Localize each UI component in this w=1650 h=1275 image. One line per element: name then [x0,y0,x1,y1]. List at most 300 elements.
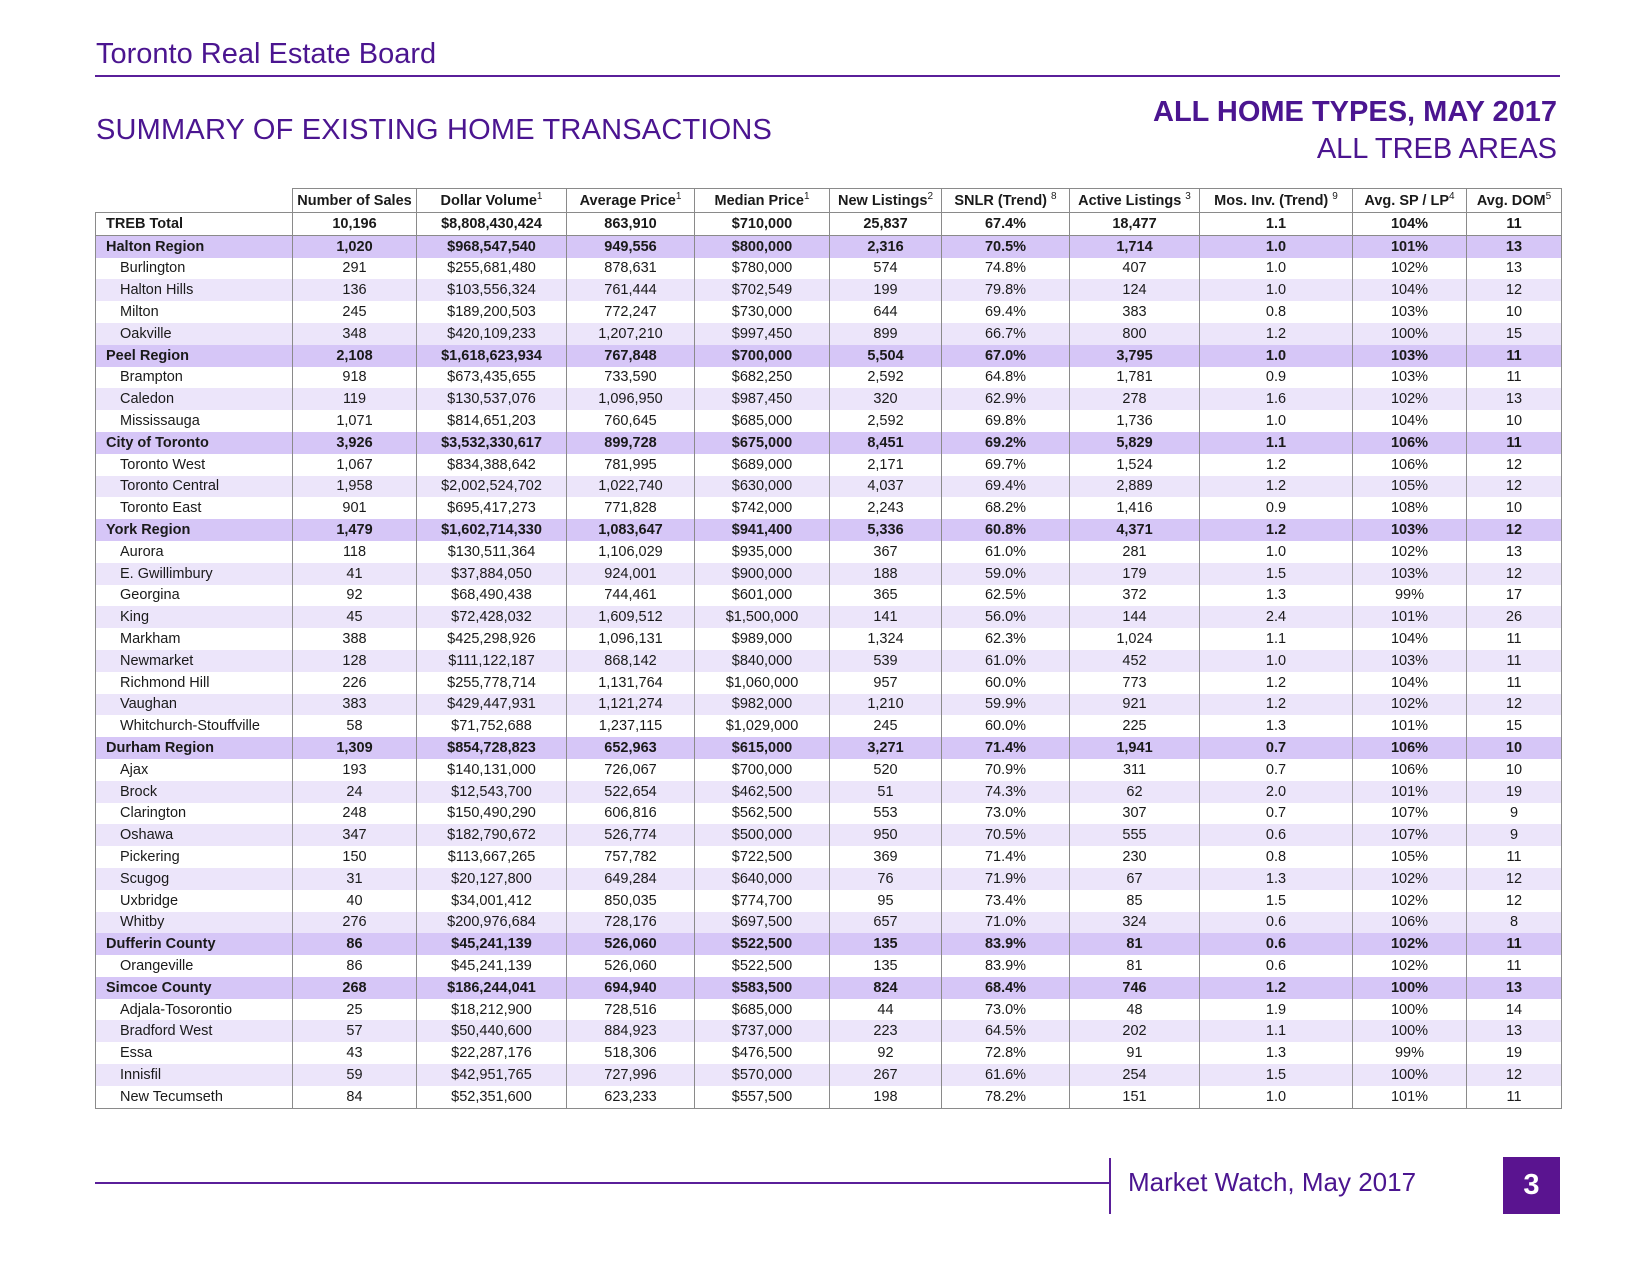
table-cell: 199 [830,279,942,301]
table-cell: 1.5 [1200,890,1353,912]
table-cell: 4,371 [1070,519,1200,541]
table-cell: 100% [1353,977,1467,999]
column-header-label: New Listings [838,192,928,209]
table-cell: 193 [293,759,417,781]
table-cell: 12 [1467,868,1562,890]
table-cell: 452 [1070,650,1200,672]
table-cell: 225 [1070,715,1200,737]
region-row [96,345,1562,367]
column-header [695,189,830,213]
area-name-cell: Scugog [96,868,293,890]
table-cell: 383 [1070,301,1200,323]
area-name-cell: Richmond Hill [96,672,293,694]
table-cell: $34,001,412 [417,890,567,912]
table-cell: 1.6 [1200,388,1353,410]
table-cell: 69.8% [942,410,1070,432]
table-cell: 957 [830,672,942,694]
table-cell: $111,122,187 [417,650,567,672]
table-cell: 60.0% [942,672,1070,694]
table-cell: 61.0% [942,541,1070,563]
table-cell: 99% [1353,1042,1467,1064]
table-cell: 824 [830,977,942,999]
footer-rule [95,1182,1110,1184]
area-name-cell: Mississauga [96,410,293,432]
region-row [96,519,1562,541]
area-name-cell: New Tecumseth [96,1086,293,1108]
table-cell: 69.4% [942,301,1070,323]
area-name-cell: Bradford West [96,1020,293,1042]
table-cell: 62 [1070,781,1200,803]
table-cell: 291 [293,258,417,280]
table-cell: 11 [1467,933,1562,955]
table-cell: 10 [1467,410,1562,432]
area-name-cell: Brock [96,781,293,803]
table-cell: 1.0 [1200,258,1353,280]
table-cell: 10,196 [293,213,417,236]
area-name-cell: Toronto West [96,454,293,476]
table-cell: 10 [1467,737,1562,759]
table-row [96,803,1562,825]
table-cell: 15 [1467,323,1562,345]
table-cell: 62.5% [942,585,1070,607]
table-cell: 100% [1353,1064,1467,1086]
column-header-label: Median Price [714,192,804,209]
table-row [96,912,1562,934]
table-cell: 733,590 [567,367,695,389]
table-cell: 1,524 [1070,454,1200,476]
table-cell: 1,067 [293,454,417,476]
column-header-footnote: 1 [803,190,810,202]
table-cell: 727,996 [567,1064,695,1086]
table-cell: $130,511,364 [417,541,567,563]
table-cell: 652,963 [567,737,695,759]
column-header-label: SNLR (Trend) [954,192,1052,209]
table-cell: 761,444 [567,279,695,301]
table-cell: $742,000 [695,497,830,519]
table-cell: 59.0% [942,563,1070,585]
table-cell: 83.9% [942,955,1070,977]
table-cell: $700,000 [695,759,830,781]
table-cell: 1,020 [293,235,417,257]
table-cell: 101% [1353,235,1467,257]
table-cell: $522,500 [695,933,830,955]
region-row [96,235,1562,257]
column-header-footnote: 2 [927,190,933,202]
table-cell: $840,000 [695,650,830,672]
table-cell: $255,681,480 [417,258,567,280]
table-cell: $737,000 [695,1020,830,1042]
table-cell: $500,000 [695,824,830,846]
table-cell: $968,547,540 [417,235,567,257]
table-cell: 383 [293,694,417,716]
table-cell: $462,500 [695,781,830,803]
table-cell: 135 [830,933,942,955]
table-cell: 100% [1353,1020,1467,1042]
page-number: 3 [1503,1157,1560,1214]
table-cell: 1.2 [1200,323,1353,345]
area-name-cell: Toronto Central [96,476,293,498]
table-cell: $557,500 [695,1086,830,1108]
table-cell: $130,537,076 [417,388,567,410]
table-cell: $630,000 [695,476,830,498]
table-cell: 118 [293,541,417,563]
table-cell: 73.0% [942,803,1070,825]
area-name-cell: Pickering [96,846,293,868]
table-row [96,846,1562,868]
table-cell: $45,241,139 [417,955,567,977]
table-cell: $982,000 [695,694,830,716]
table-cell: 71.4% [942,737,1070,759]
table-cell: 106% [1353,912,1467,934]
table-cell: 19 [1467,1042,1562,1064]
table-cell: 12 [1467,563,1562,585]
table-cell: 2,592 [830,410,942,432]
table-cell: 623,233 [567,1086,695,1108]
area-name-cell: Halton Region [96,235,293,257]
area-name-cell: Whitby [96,912,293,934]
table-cell: 2,889 [1070,476,1200,498]
table-cell: 772,247 [567,301,695,323]
table-cell: 267 [830,1064,942,1086]
table-cell: 25 [293,999,417,1021]
table-cell: 25,837 [830,213,942,236]
area-name-cell: Vaughan [96,694,293,716]
table-row [96,410,1562,432]
table-cell: 24 [293,781,417,803]
table-cell: 13 [1467,235,1562,257]
table-cell: 1,324 [830,628,942,650]
column-header-footnote: 4 [1449,190,1455,202]
table-cell: 103% [1353,519,1467,541]
table-cell: 73.0% [942,999,1070,1021]
table-cell: 1,958 [293,476,417,498]
table-cell: $682,250 [695,367,830,389]
table-cell: 1.3 [1200,1042,1353,1064]
table-cell: 26 [1467,606,1562,628]
table-cell: $989,000 [695,628,830,650]
table-cell: 1.1 [1200,213,1353,236]
table-cell: $1,602,714,330 [417,519,567,541]
table-cell: 1,106,029 [567,541,695,563]
table-cell: 99% [1353,585,1467,607]
table-cell: 67.0% [942,345,1070,367]
table-cell: 1.2 [1200,977,1353,999]
table-cell: $695,417,273 [417,497,567,519]
table-cell: 522,654 [567,781,695,803]
table-cell: $103,556,324 [417,279,567,301]
table-cell: 1,479 [293,519,417,541]
table-cell: 17 [1467,585,1562,607]
table-cell: 40 [293,890,417,912]
table-cell: 61.0% [942,650,1070,672]
table-cell: 369 [830,846,942,868]
table-cell: 71.9% [942,868,1070,890]
table-cell: 767,848 [567,345,695,367]
table-cell: 924,001 [567,563,695,585]
area-name-cell: Aurora [96,541,293,563]
table-cell: 13 [1467,388,1562,410]
table-cell: 1.0 [1200,541,1353,563]
table-cell: 102% [1353,694,1467,716]
table-cell: 10 [1467,301,1562,323]
table-cell: 102% [1353,890,1467,912]
table-cell: $700,000 [695,345,830,367]
table-cell: $140,131,000 [417,759,567,781]
table-cell: 74.8% [942,258,1070,280]
table-cell: 744,461 [567,585,695,607]
table-cell: 324 [1070,912,1200,934]
table-cell: 44 [830,999,942,1021]
table-cell: 1,781 [1070,367,1200,389]
column-header-footnote: 1 [536,190,543,202]
column-header-footnote: 3 [1185,190,1191,202]
table-row [96,279,1562,301]
region-row [96,977,1562,999]
table-cell: $689,000 [695,454,830,476]
table-cell: $697,500 [695,912,830,934]
table-cell: $50,440,600 [417,1020,567,1042]
table-cell: 102% [1353,388,1467,410]
table-cell: 0.7 [1200,759,1353,781]
table-cell: 0.8 [1200,301,1353,323]
table-cell: $601,000 [695,585,830,607]
table-cell: 83.9% [942,933,1070,955]
table-cell: 574 [830,258,942,280]
table-cell: 68.2% [942,497,1070,519]
table-cell: 31 [293,868,417,890]
column-header [417,189,567,213]
table-cell: $68,490,438 [417,585,567,607]
table-cell: 0.6 [1200,912,1353,934]
table-cell: 245 [830,715,942,737]
area-name-cell: Simcoe County [96,977,293,999]
table-cell: 863,910 [567,213,695,236]
table-row [96,606,1562,628]
area-name-cell: Markham [96,628,293,650]
table-cell: 79.8% [942,279,1070,301]
table-cell: 1.9 [1200,999,1353,1021]
table-cell: 101% [1353,1086,1467,1108]
region-row [96,737,1562,759]
table-cell: 62.9% [942,388,1070,410]
area-name-cell: Caledon [96,388,293,410]
table-cell: 0.9 [1200,367,1353,389]
table-cell: 226 [293,672,417,694]
table-cell: 728,176 [567,912,695,934]
table-cell: 60.0% [942,715,1070,737]
table-cell: $640,000 [695,868,830,890]
area-name-cell: Peel Region [96,345,293,367]
table-cell: 15 [1467,715,1562,737]
table-cell: 101% [1353,781,1467,803]
region-row [96,432,1562,454]
area-name-cell: Innisfil [96,1064,293,1086]
table-row [96,367,1562,389]
table-cell: $935,000 [695,541,830,563]
summary-title: SUMMARY OF EXISTING HOME TRANSACTIONS [96,114,773,146]
table-cell: 95 [830,890,942,912]
table-cell: $722,500 [695,846,830,868]
column-header-label: Dollar Volume [440,192,537,209]
table-cell: 100% [1353,323,1467,345]
area-name-cell: York Region [96,519,293,541]
table-cell: 71.0% [942,912,1070,934]
table-cell: 11 [1467,846,1562,868]
table-cell: 1.2 [1200,519,1353,541]
table-cell: 71.4% [942,846,1070,868]
table-cell: 0.6 [1200,955,1353,977]
table-cell: 91 [1070,1042,1200,1064]
table-cell: 728,516 [567,999,695,1021]
table-cell: 69.4% [942,476,1070,498]
table-cell: 106% [1353,759,1467,781]
table-cell: 773 [1070,672,1200,694]
table-cell: 101% [1353,715,1467,737]
table-cell: 1.3 [1200,585,1353,607]
area-name-cell: Whitchurch-Stouffville [96,715,293,737]
table-cell: 800 [1070,323,1200,345]
table-cell: 0.6 [1200,933,1353,955]
table-cell: 12 [1467,454,1562,476]
table-cell: 1,609,512 [567,606,695,628]
table-cell: 1.3 [1200,715,1353,737]
table-body [96,213,1562,1109]
table-cell: $522,500 [695,955,830,977]
table-cell: 868,142 [567,650,695,672]
table-cell: 119 [293,388,417,410]
table-cell: 74.3% [942,781,1070,803]
table-cell: $1,500,000 [695,606,830,628]
table-cell: $1,029,000 [695,715,830,737]
area-name-cell: Dufferin County [96,933,293,955]
table-cell: 11 [1467,628,1562,650]
table-cell: 230 [1070,846,1200,868]
column-header-label: Avg. DOM [1476,192,1546,209]
table-cell: 649,284 [567,868,695,890]
column-header-label: Avg. SP / LP [1364,192,1450,209]
table-cell: 526,060 [567,955,695,977]
column-header-footnote: 1 [675,190,682,202]
table-cell: 254 [1070,1064,1200,1086]
table-cell: $730,000 [695,301,830,323]
table-cell: 1.0 [1200,279,1353,301]
table-cell: 135 [830,955,942,977]
table-cell: 188 [830,563,942,585]
table-cell: 901 [293,497,417,519]
table-cell: 950 [830,824,942,846]
table-cell: 81 [1070,933,1200,955]
table-cell: 518,306 [567,1042,695,1064]
table-row [96,672,1562,694]
table-cell: 2,243 [830,497,942,519]
table-cell: 105% [1353,476,1467,498]
table-cell: $1,060,000 [695,672,830,694]
table-cell: $189,200,503 [417,301,567,323]
table-cell: $200,976,684 [417,912,567,934]
table-cell: 11 [1467,955,1562,977]
table-cell: 18,477 [1070,213,1200,236]
column-header-label: Active Listings [1078,192,1186,209]
table-row [96,1064,1562,1086]
table-cell: $685,000 [695,410,830,432]
column-header [942,189,1070,213]
column-header [1467,189,1562,213]
table-cell: 760,645 [567,410,695,432]
area-name-cell: E. Gwillimbury [96,563,293,585]
table-cell: 11 [1467,672,1562,694]
table-cell: 771,828 [567,497,695,519]
table-row [96,890,1562,912]
table-cell: 102% [1353,541,1467,563]
table-cell: 1.5 [1200,1064,1353,1086]
table-row [96,759,1562,781]
table-cell: 248 [293,803,417,825]
table-cell: 1.1 [1200,432,1353,454]
table-cell: 1,071 [293,410,417,432]
table-cell: $673,435,655 [417,367,567,389]
table-cell: 101% [1353,606,1467,628]
table-cell: 372 [1070,585,1200,607]
table-cell: $702,549 [695,279,830,301]
table-cell: 1,714 [1070,235,1200,257]
table-cell: $72,428,032 [417,606,567,628]
table-row [96,585,1562,607]
table-cell: 606,816 [567,803,695,825]
column-header-label: Average Price [579,192,676,209]
table-cell: 60.8% [942,519,1070,541]
table-cell: 9 [1467,824,1562,846]
table-cell: 1.0 [1200,345,1353,367]
table-cell: 407 [1070,258,1200,280]
table-cell: 102% [1353,933,1467,955]
table-cell: 520 [830,759,942,781]
table-cell: 1,207,210 [567,323,695,345]
table-cell: 388 [293,628,417,650]
area-name-cell: TREB Total [96,213,293,236]
table-cell: $780,000 [695,258,830,280]
column-header [1200,189,1353,213]
column-header [293,189,417,213]
table-cell: $420,109,233 [417,323,567,345]
area-name-cell: Ajax [96,759,293,781]
table-cell: 102% [1353,955,1467,977]
area-name-cell: Toronto East [96,497,293,519]
table-cell: 10 [1467,497,1562,519]
table-cell: 107% [1353,824,1467,846]
table-cell: $987,450 [695,388,830,410]
table-row [96,1086,1562,1108]
table-cell: 70.5% [942,235,1070,257]
table-cell: 0.8 [1200,846,1353,868]
table-cell: 1,024 [1070,628,1200,650]
table-cell: 13 [1467,977,1562,999]
table-cell: 84 [293,1086,417,1108]
table-row [96,388,1562,410]
home-types-title: ALL HOME TYPES, MAY 2017 [1153,96,1557,128]
table-cell: $834,388,642 [417,454,567,476]
table-cell: 104% [1353,672,1467,694]
table-cell: 878,631 [567,258,695,280]
table-cell: 0.7 [1200,803,1353,825]
table-cell: 3,926 [293,432,417,454]
table-cell: 1.0 [1200,1086,1353,1108]
table-cell: 57 [293,1020,417,1042]
table-cell: $186,244,041 [417,977,567,999]
table-cell: 5,336 [830,519,942,541]
table-cell: 103% [1353,650,1467,672]
table-cell: 1,416 [1070,497,1200,519]
table-cell: 11 [1467,213,1562,236]
